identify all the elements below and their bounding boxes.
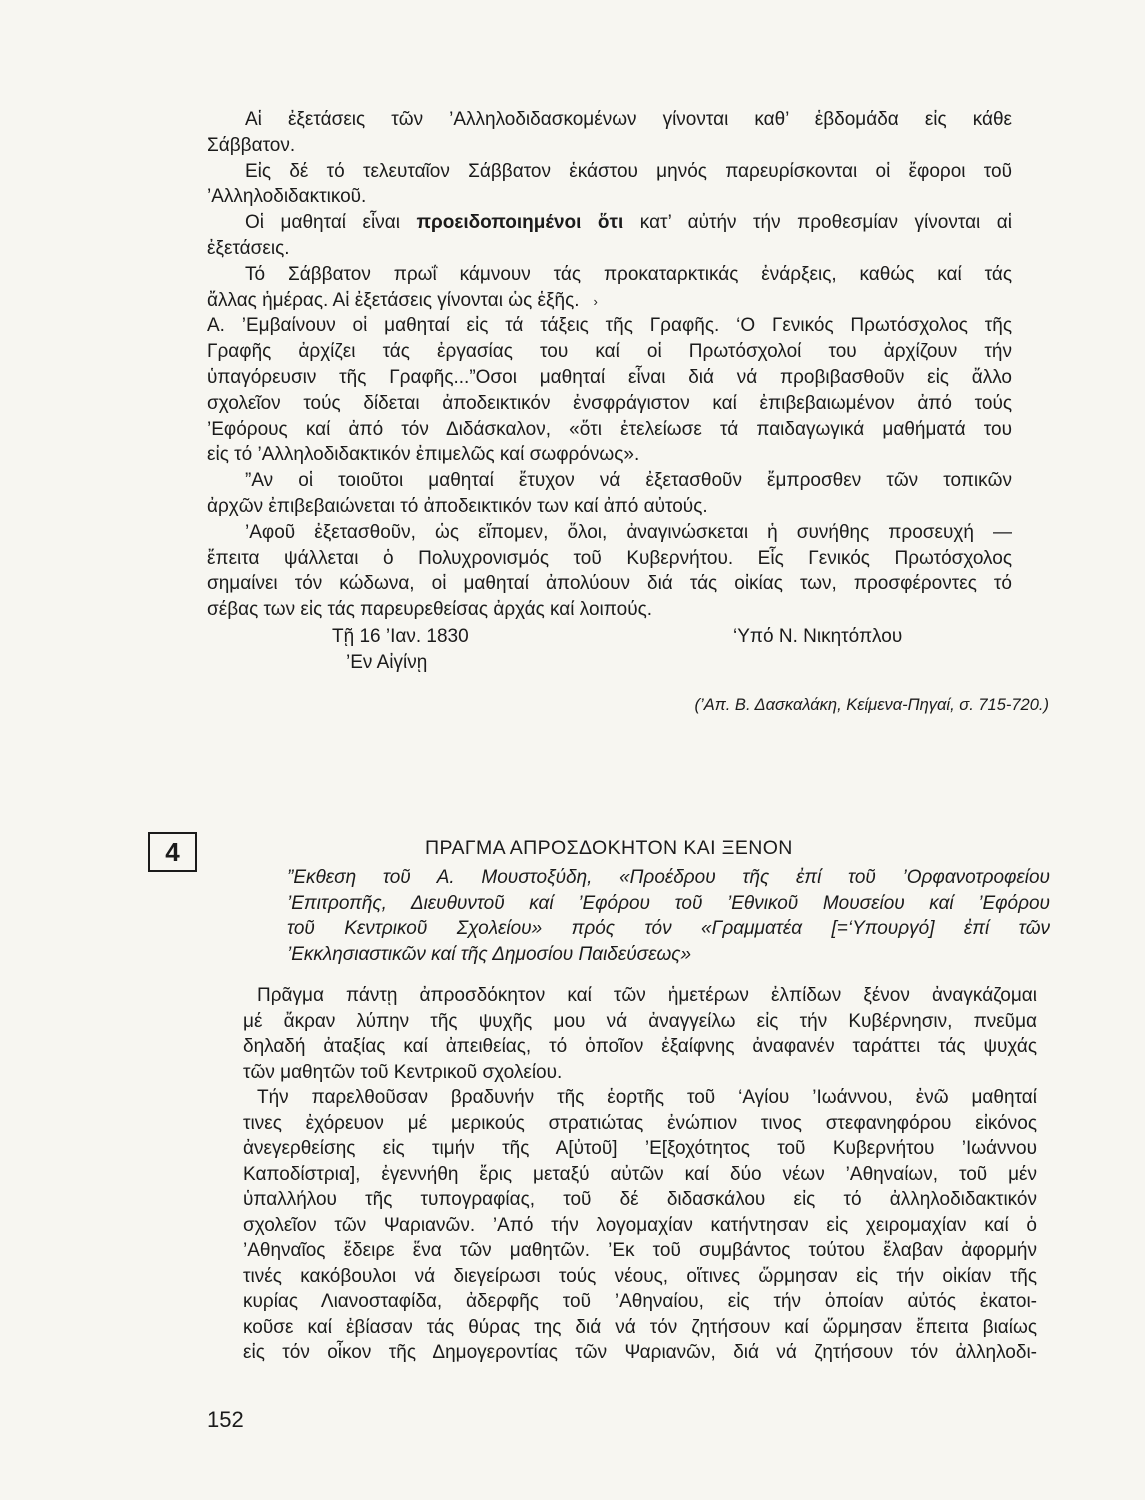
- text-line: σέβας των εἰς τάς παρευρεθείσας ἀρχάς καί λοιπούς.: [207, 599, 653, 621]
- paragraph: [207, 520, 1012, 623]
- paragraph: [243, 1085, 1037, 1366]
- text-line: Τήν παρελθοῦσαν βραδυνήν τῆς ἑορτῆς τοῦ ‘Αγίου ’Ιωάννου, ἐνῶ μαθηταί: [257, 1087, 1037, 1108]
- text-line: κυρίας Λιανοσταφίδα, ἀδερφῆς τοῦ ’Αθηναίου, εἰς τήν ὁποίαν αὐτός ἐκατοι-: [243, 1291, 1037, 1312]
- signature-date: Τῇ 16 ’Ιαν. 1830: [332, 626, 469, 647]
- text-line: ὑπαγόρευσιν τῆς Γραφῆς...”Οσοι μαθηταί εἶναι διά νά προβιβασθοῦν εἰς ἄλλο: [207, 366, 1012, 388]
- subtitle-line: ’Εκκλησιαστικῶν καί τῆς Δημοσίου Παιδεύσεως»: [287, 944, 692, 966]
- text-line: τῶν μαθητῶν τοῦ Κεντρικοῦ σχολείου.: [243, 1061, 563, 1083]
- subtitle-line: τοῦ Κεντρικοῦ Σχολείου» πρός τόν «Γραμματέα [=‘Υπουργό] ἐπί τῶν: [287, 918, 1050, 940]
- text-line: τινες ἐχόρευον μέ μερικούς στρατιώτας ἐνώπιον τινος στεφανηφόρου εἰκόνος: [243, 1112, 1037, 1134]
- paragraph: [207, 159, 1012, 211]
- text-line: [207, 210, 1012, 236]
- text-line: Τό Σάββατον πρωΐ κάμνουν τάς προκαταρκτικάς ἐνάρξεις, καθώς καί τάς: [245, 263, 1012, 285]
- text-line: μέ ἄκραν λύπην τῆς ψυχῆς μου νά ἀναγγείλω εἰς τήν Κυβέρνησιν, πνεῦμα: [243, 1010, 1037, 1032]
- text-line: κοῦσε καί ἐβίασαν τάς θύρας της διά νά τόν ζητήσουν καί ὥρμησαν ἔπειτα βιαίως: [243, 1316, 1037, 1338]
- text-line: Γραφῆς ἀρχίζει τάς ἐργασίας του καί οἱ Πρωτόσχολοί του ἀρχίζουν τήν: [207, 341, 1012, 363]
- text-run: κατ’ αὐτήν τήν προθεσμίαν γίνονται αἱ: [623, 212, 1012, 234]
- text-line: εἰς τόν οἶκον τῆς Δημογεροντίας τῶν Ψαριανῶν, διά νά ζητήσουν τόν ἀλληλοδι-: [243, 1342, 1037, 1363]
- text-line: σχολεῖον τούς δίδεται ἀποδεικτικόν ἐνσφράγιστον καί ἐπιβεβαιωμένον ἀπό τούς: [207, 392, 1012, 414]
- text-line: δηλαδή ἀταξίας καί ἀπειθείας, τό ὁποῖον ἐξαίφνης ἀναφανέν ταράττει τάς ψυχάς: [243, 1036, 1037, 1057]
- paragraph: [207, 262, 1012, 314]
- source-citation: (’Απ. Β. Δασκαλάκη, Κείμενα-Πηγαί, σ. 715-720.): [694, 696, 1049, 714]
- text-line: τινές κακόβουλοι νά διεγείρωσι τούς νέους, οἵτινες ὥρμησαν εἰς τήν οἰκίαν τῆς: [243, 1265, 1037, 1287]
- text-line: Σάββατον.: [207, 134, 296, 156]
- text-line: ’Εφόρους καί ἀπό τόν Διδάσκαλον, «ὅτι ἐτελείωσε τά παιδαγωγικά μαθήματά του: [207, 418, 1012, 440]
- text-run: ἄλλας ἡμέρας. Αἱ ἐξετάσεις γίνονται ὡς ἑξῆς.: [207, 289, 580, 311]
- text-line: Α. ’Εμβαίνουν οἱ μαθηταί εἰς τά τάξεις τῆς Γραφῆς. ‘Ο Γενικός Πρωτόσχολος τῆς: [207, 315, 1012, 337]
- paragraph: [207, 313, 1012, 468]
- text-line: ὑπαλλήλου τῆς τυπογραφίας, τοῦ δέ διδασκάλου εἰς τό ἀλληλοδιδακτικόν: [243, 1189, 1037, 1210]
- text-line: ἀνεγερθείσης εἰς τιμήν τῆς Α[ὐτοῦ] ’Ε[ξοχότητος τοῦ Κυβερνήτου ’Ιωάννου: [243, 1138, 1037, 1159]
- text-line: εἰς τό ’Αλληλοδιδακτικόν ἐπιμελῶς καί σωφρόνως».: [207, 444, 640, 466]
- text-line: ἀρχῶν ἐπιβεβαιώνεται τό ἀποδεικτικόν των καί ἀπό αὐτούς.: [207, 495, 708, 517]
- paragraph: [207, 468, 1012, 520]
- section-4-text: [243, 983, 1037, 1366]
- signature-place: ’Εν Αἰγίνῃ: [346, 652, 428, 673]
- subtitle-line: ”Εκθεση τοῦ Α. Μουστοξύδη, «Προέδρου τῆς ἐπί τοῦ ’Ορφανοτροφείου: [287, 867, 1050, 888]
- subtitle-line: ’Επιτροπῆς, Διευθυντοῦ καί ’Εφόρου τοῦ ’Εθνικοῦ Μουσείου καί ’Εφόρου: [287, 892, 1050, 914]
- margin-mark: ›: [593, 293, 598, 309]
- section-1-text: [207, 107, 1012, 623]
- section-subtitle: [287, 865, 1050, 968]
- section-number-box: 4: [148, 832, 197, 872]
- paragraph: [207, 210, 1012, 262]
- page-number: 152: [207, 1407, 244, 1432]
- text-line: Αἱ ἐξετάσεις τῶν ’Αλληλοδιδασκομένων γίνονται καθ’ ἑβδομάδα εἰς κάθε: [245, 109, 1012, 130]
- text-line: ’Αφοῦ ἐξετασθοῦν, ὡς εἴπομεν, ὅλοι, ἀναγινώσκεται ἡ συνήθης προσευχή —: [245, 521, 1012, 543]
- section-title: ΠΡΑΓΜΑ ΑΠΡΟΣΔΟΚΗΤΟΝ ΚΑΙ ΞΕΝΟΝ: [425, 837, 793, 859]
- text-line: [207, 288, 1012, 314]
- text-line: ”Αν οἱ τοιοῦτοι μαθηταί ἔτυχον νά ἐξετασθοῦν ἔμπροσθεν τῶν τοπικῶν: [245, 470, 1012, 492]
- text-line: Εἰς δέ τό τελευταῖον Σάββατον ἑκάστου μηνός παρευρίσκονται οἱ ἔφοροι τοῦ: [245, 160, 1012, 182]
- signature-author: ‘Υπό Ν. Νικητόπλου: [733, 626, 903, 647]
- text-line: Πρᾶγμα πάντῃ ἀπροσδόκητον καί τῶν ἡμετέρων ἐλπίδων ξένον ἀναγκάζομαι: [257, 985, 1037, 1006]
- text-line: ἐξετάσεις.: [207, 237, 290, 259]
- text-line: Καποδίστρια], ἐγεννήθη ἔρις μεταξύ αὐτῶν καί δύο νέων ’Αθηναίων, τοῦ μέν: [243, 1163, 1037, 1185]
- paragraph: [243, 983, 1037, 1085]
- text-line: σχολεῖον τῶν Ψαριανῶν. ’Από τήν λογομαχίαν κατήντησαν εἰς χειρομαχίαν καί ὁ: [243, 1214, 1037, 1236]
- bold-text: προειδοποιημένοι ὅτι: [416, 212, 624, 234]
- text-line: ’Αθηναῖος ἔδειρε ἕνα τῶν μαθητῶν. ’Εκ τοῦ συμβάντος τούτου ἔλαβαν ἀφορμήν: [243, 1240, 1037, 1261]
- text-line: ’Αλληλοδιδακτικοῦ.: [207, 186, 367, 208]
- paragraph: [207, 107, 1012, 159]
- text-run: Οἱ μαθηταί εἶναι: [245, 212, 417, 234]
- text-line: ἔπειτα ψάλλεται ὁ Πολυχρονισμός τοῦ Κυβερνήτου. Εἷς Γενικός Πρωτόσχολος: [207, 547, 1012, 569]
- text-line: σημαίνει τόν κώδωνα, οἱ μαθηταί ἀπολύουν διά τάς οἰκίας των, προσφέροντες τό: [207, 573, 1012, 595]
